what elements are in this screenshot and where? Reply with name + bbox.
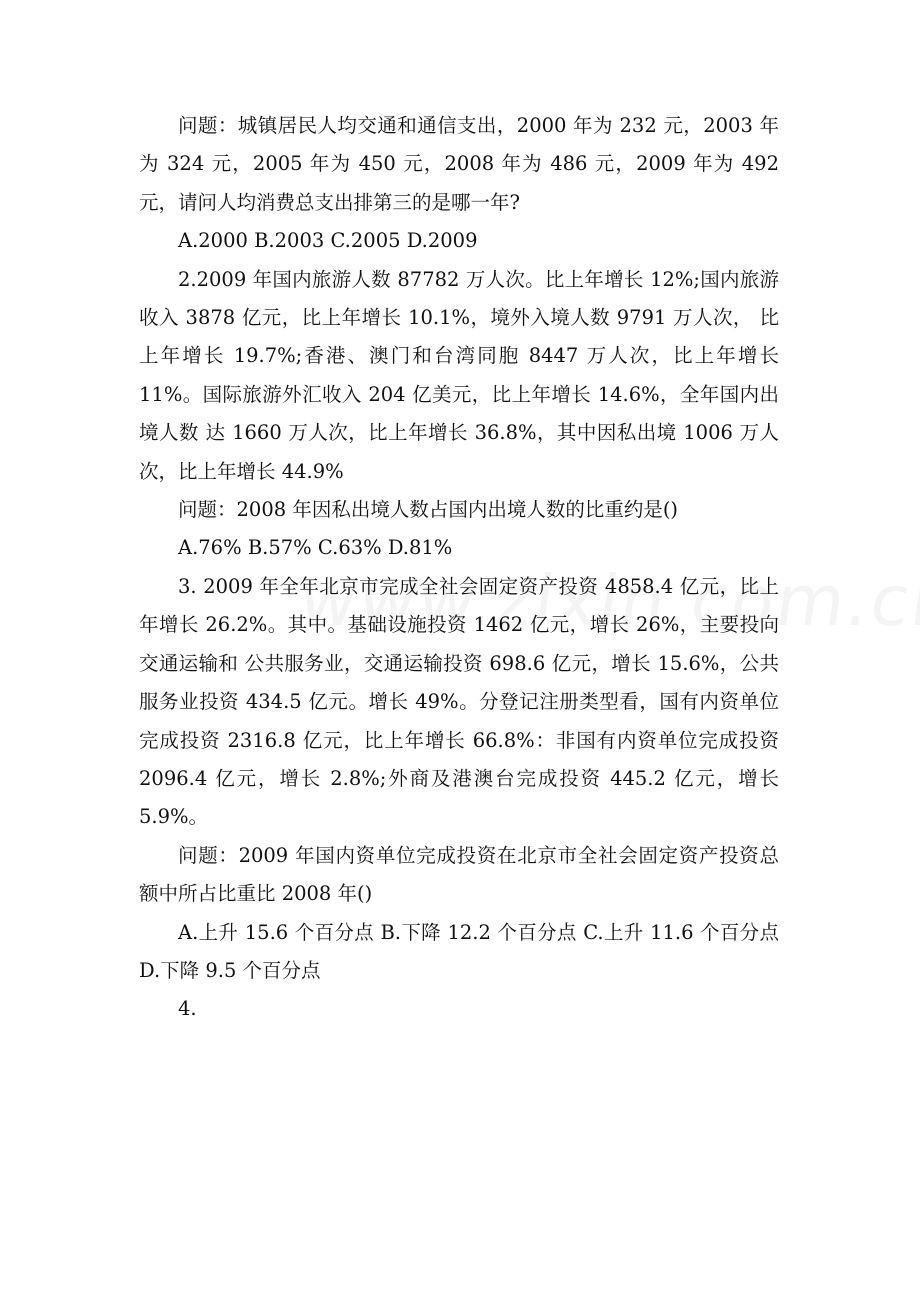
question-2-text: 问题：2008 年因私出境人数占国内出境人数的比重约是()	[178, 498, 679, 522]
question-3-options: A.上升 15.6 个百分点 B.下降 12.2 个百分点 C.上升 11.6 个百分点 D.下降 9.5 个百分点	[139, 920, 779, 982]
question-2-material: 2.2009 年国内旅游人数 87782 万人次。比上年增长 12%;国内旅游收入 3878 亿元，比上年增长 10.1%，境外入境人数 9791 万人次， 比上年增长 19.7%;香港、澳门和台湾同胞 8447 万人次，比上年增长 11%。国际旅游外汇收入 204 亿美元，比上年增长 14.6%，全年国内出境人数 达 1660 万人次，比上年增长 36.8%，其中因私出境 1006 万人次，比上年增长 44.9%	[139, 267, 779, 483]
question-3-text: 问题：2009 年国内资单位完成投资在北京市全社会固定资产投资总额中所占比重比 2008 年()	[139, 843, 779, 906]
question-2-options: A.76% B.57% C.63% D.81%	[178, 536, 453, 560]
document-body	[139, 107, 779, 1029]
question-1-text: 问题：城镇居民人均交通和通信支出，2000 年为 232 元，2003 年为 324 元，2005 年为 450 元，2008 年为 486 元，2009 年为 492 元，请问人均消费总支出排第三的是哪一年?	[139, 114, 779, 214]
question-4-number: 4.	[178, 997, 197, 1021]
question-3-material: 3. 2009 年全年北京市完成全社会固定资产投资 4858.4 亿元，比上年增长 26.2%。其中。基础设施投资 1462 亿元，增长 26%，主要投向交通运输和 公共服务业，交通运输投资 698.6 亿元，增长 15.6%，公共服务业投资 434.5 亿元。增长 49%。分登记注册类型看，国有内资单位完成投资 2316.8 亿元，比上年增长 66.8%：非国有内资单位完成投资 2096.4 亿元，增长 2.8%;外商及港澳台完成投资 445.2 亿元，增长 5.9%。	[139, 574, 779, 829]
question-1-options: A.2000 B.2003 C.2005 D.2009	[178, 229, 478, 253]
